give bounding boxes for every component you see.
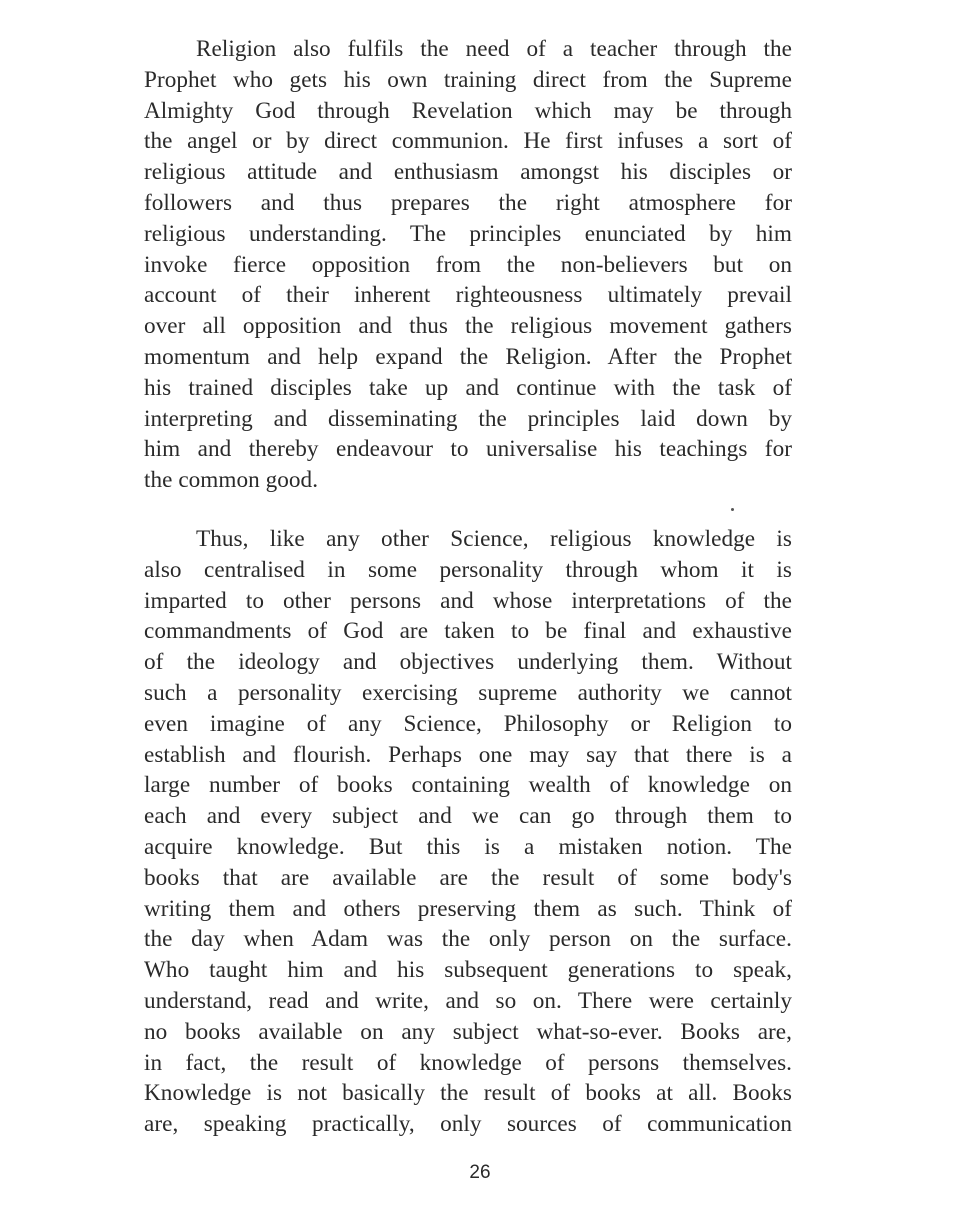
paragraph-line: religious understanding. The principles enunciated by him xyxy=(144,220,792,247)
paragraph-line: the day when Adam was the only person on the surface. xyxy=(144,926,792,953)
paragraph-line: books that are available are the result of some body's xyxy=(144,864,792,891)
paragraph-line: of the ideology and objectives underlying them. Without xyxy=(144,649,792,676)
paragraph-line: establish and flourish. Perhaps one may say that there is a xyxy=(144,741,792,768)
paragraph-line: in fact, the result of knowledge of persons themselves. xyxy=(144,1049,792,1076)
paragraph-line: Almighty God through Revelation which may be through xyxy=(144,97,792,124)
paragraph-line: interpreting and disseminating the principles laid down by xyxy=(144,405,792,432)
paragraph-line: him and thereby endeavour to universalise his teachings for xyxy=(144,436,792,463)
paragraph-line: such a personality exercising supreme authority we cannot xyxy=(144,679,792,706)
page-number: 26 xyxy=(469,1162,491,1183)
paragraph-line: religious attitude and enthusiasm amongst his disciples or xyxy=(144,159,792,186)
paragraph-line: Thus, like any other Science, religious knowledge is xyxy=(196,526,792,552)
paragraph-line: the common good. xyxy=(144,467,319,494)
paragraph-line: momentum and help expand the Religion. After the Prophet xyxy=(144,343,792,370)
paragraph-line: invoke fierce opposition from the non-believers but on xyxy=(144,251,792,278)
paragraph-line: each and every subject and we can go through them to xyxy=(144,803,792,830)
paragraph-line: Religion also fulfils the need of a teacher through the xyxy=(196,36,792,62)
paragraph-line: also centralised in some personality through whom it is xyxy=(144,556,792,583)
scan-speck xyxy=(731,508,734,511)
paragraph-line: the angel or by direct communion. He first infuses a sort of xyxy=(144,128,792,155)
paragraph-line: Knowledge is not basically the result of books at all. Books xyxy=(144,1080,792,1107)
paragraph-knowledge-personality xyxy=(144,524,792,1140)
paragraph-line: account of their inherent righteousness ultimately prevail xyxy=(144,282,792,309)
paragraph-line: acquire knowledge. But this is a mistaken notion. The xyxy=(144,833,792,860)
paragraph-line: his trained disciples take up and continue with the task of xyxy=(144,374,792,401)
paragraph-line: imparted to other persons and whose interpretations of the xyxy=(144,587,792,614)
paragraph-line: writing them and others preserving them as such. Think of xyxy=(144,895,792,922)
paragraph-line: Prophet who gets his own training direct from the Supreme xyxy=(144,66,792,93)
paragraph-line: no books available on any subject what-so-ever. Books are, xyxy=(144,1018,792,1045)
paragraph-line: commandments of God are taken to be final and exhaustive xyxy=(144,618,792,645)
paragraph-line: large number of books containing wealth of knowledge on xyxy=(144,772,792,799)
paragraph-line: over all opposition and thus the religious movement gathers xyxy=(144,313,792,340)
paragraph-line: even imagine of any Science, Philosophy or Religion to xyxy=(144,710,792,737)
paragraph-line: understand, read and write, and so on. There were certainly xyxy=(144,987,792,1014)
paragraph-teacher-prophet xyxy=(144,34,792,496)
paragraph-line: Who taught him and his subsequent generations to speak, xyxy=(144,957,792,984)
paragraph-line: followers and thus prepares the right atmosphere for xyxy=(144,189,792,216)
paragraph-line: are, speaking practically, only sources of communication xyxy=(144,1111,792,1138)
